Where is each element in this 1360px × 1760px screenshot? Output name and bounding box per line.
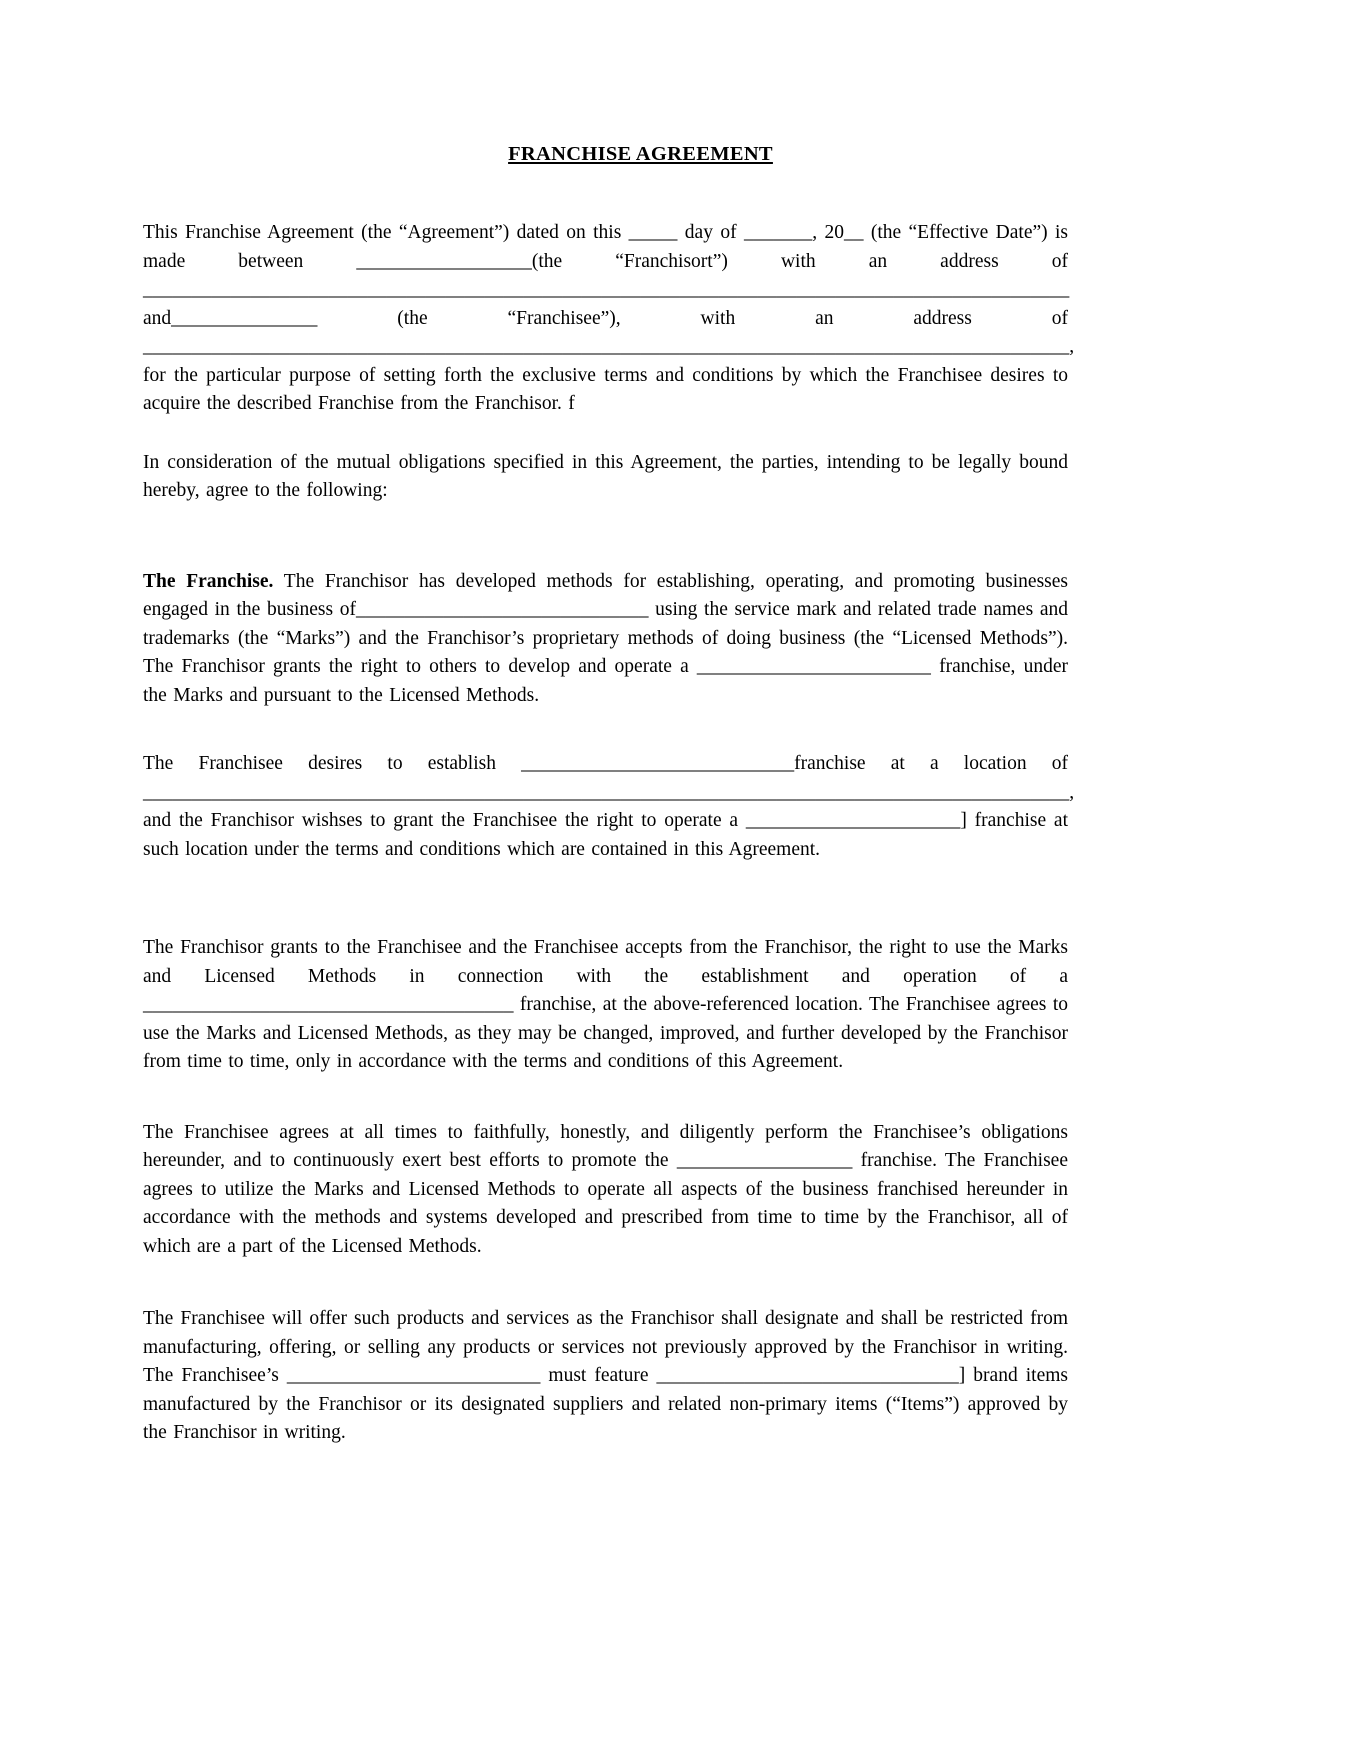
paragraph-the-franchise-lead-in: The Franchise.: [143, 570, 274, 592]
paragraph-products-and-services: The Franchisee will offer such products and services as the Franchisor shall designate and shall be restricted from manufacturing, offering, or selling any products or services not previously approved by the Franchisor in writing. The Franchisee’s __________________________ must feature _______________________________] brand items manufactured by the Franchisor or its designated suppliers and related non-primary items (“Items”) approved by the Franchisor in writing.: [143, 1308, 1068, 1443]
paragraph-the-franchise-body: The Franchisor has developed methods for establishing, operating, and promoting businesses engaged in the business of______________________________ using the service mark and related trade names and trademarks (the “Marks”) and the Franchisor’s proprietary methods of doing business (the “Licensed Methods”). The Franchisor grants the right to others to develop and operate a ________________________ franchise, under the Marks and pursuant to the Licensed Methods.: [143, 570, 1068, 706]
paragraph-consideration: In consideration of the mutual obligations specified in this Agreement, the parties, intending to be legally bound hereby, agree to the following:: [143, 451, 1068, 501]
paragraph-the-franchise: [143, 568, 1068, 711]
paragraph-grant-of-rights: The Franchisor grants to the Franchisee and the Franchisee accepts from the Franchisor, the right to use the Marks and Licensed Methods in connection with the establishment and operation of a ______________________________________ franchise, at the above-referenced location. The Franchisee agrees to use the Marks and Licensed Methods, as they may be changed, improved, and further developed by the Franchisor from time to time, only in accordance with the terms and conditions of this Agreement.: [143, 937, 1068, 1072]
paragraph-franchisee-desire: The Franchisee desires to establish ____________________________franchise at a location of _______________________________________________________________________________________________, and the Franchisor wishses to grant the Franchisee the right to operate a ______________________] franchise at such location under the terms and conditions which are contained in this Agreement.: [143, 753, 1075, 860]
paragraph-intro: This Franchise Agreement (the “Agreement”) dated on this _____ day of _______, 20__ (the “Effective Date”) is made between __________________(the “Franchisort”) with an address of _______________________________________________________________________________________________ and_______________ (the “Franchisee”), with an address of _______________________________________________________________________________________________, for the particular purpose of setting forth the exclusive terms and conditions by which the Franchisee desires to acquire the described Franchise from the Franchisor. f: [143, 222, 1075, 414]
document-title: FRANCHISE AGREEMENT: [508, 143, 773, 165]
paragraph-best-efforts: The Franchisee agrees at all times to faithfully, honestly, and diligently perform the Franchisee’s obligations hereunder, and to continuously exert best efforts to promote the __________________ franchise. The Franchisee agrees to utilize the Marks and Licensed Methods to operate all aspects of the business franchised hereunder in accordance with the methods and systems developed and prescribed from time to time by the Franchisor, all of which are a part of the Licensed Methods.: [143, 1121, 1068, 1257]
document-page: [143, 0, 1075, 1448]
